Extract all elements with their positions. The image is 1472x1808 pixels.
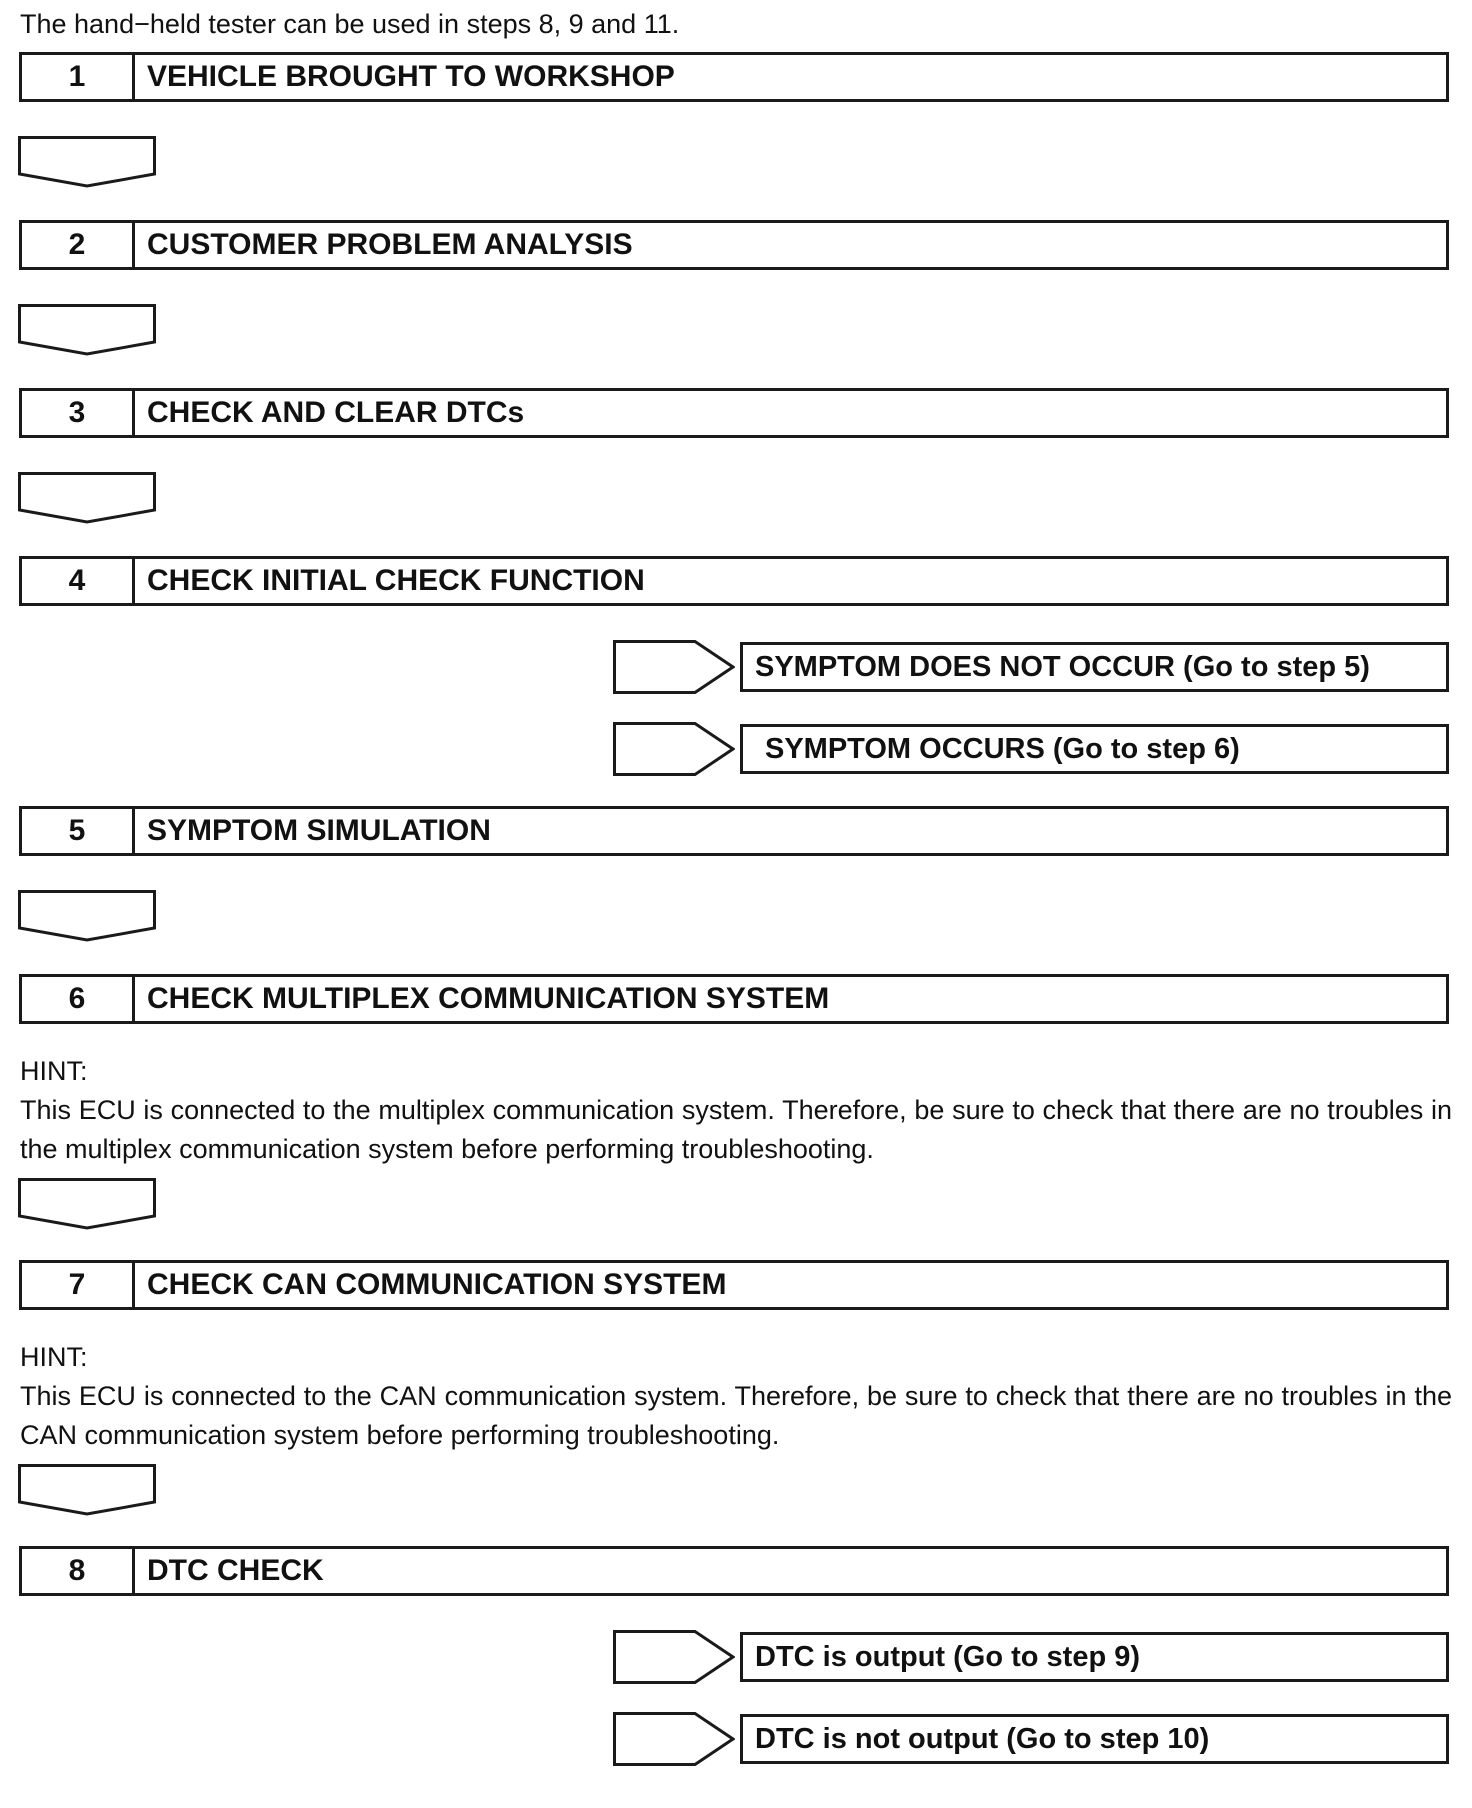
hint-label: HINT: (20, 1056, 88, 1086)
down-arrow-icon (18, 890, 156, 942)
step-title: DTC CHECK (147, 1554, 324, 1587)
step-4-box (19, 556, 1449, 606)
step-number: 3 (22, 391, 135, 435)
step-7-box (19, 1260, 1449, 1310)
result-dtc-not-output: DTC is not output (Go to step 10) (740, 1714, 1449, 1764)
down-arrow-icon (18, 1464, 156, 1516)
down-arrow-icon (18, 304, 156, 356)
step-number: 1 (22, 55, 135, 99)
step-title: CHECK AND CLEAR DTCs (147, 396, 525, 429)
hint-label: HINT: (20, 1342, 88, 1372)
step-number: 8 (22, 1549, 135, 1593)
right-arrow-icon (613, 1630, 735, 1684)
hint-text: This ECU is connected to the CAN communication system. Therefore, be sure to check that there are no troubles in the CAN communication system before performing troubleshooting. (20, 1381, 1452, 1450)
step-number: 7 (22, 1263, 135, 1307)
down-arrow-icon (18, 472, 156, 524)
step-number: 6 (22, 977, 135, 1021)
step-6-box (19, 974, 1449, 1024)
step-6-hint (20, 1052, 1452, 1169)
step-title: CUSTOMER PROBLEM ANALYSIS (147, 228, 633, 261)
step-number: 4 (22, 559, 135, 603)
step-title: CHECK MULTIPLEX COMMUNICATION SYSTEM (147, 982, 830, 1015)
intro-note: The hand−held tester can be used in steps 8, 9 and 11. (20, 9, 680, 39)
step-number: 5 (22, 809, 135, 853)
right-arrow-icon (613, 722, 735, 776)
right-arrow-icon (613, 640, 735, 694)
step-title: CHECK INITIAL CHECK FUNCTION (147, 564, 645, 597)
step-2-box (19, 220, 1449, 270)
step-title: VEHICLE BROUGHT TO WORKSHOP (147, 60, 675, 93)
step-3-box (19, 388, 1449, 438)
hint-text: This ECU is connected to the multiplex communication system. Therefore, be sure to check that there are no troubles in the multiplex communication system before performing troubleshooting. (20, 1095, 1452, 1164)
step-title: CHECK CAN COMMUNICATION SYSTEM (147, 1268, 727, 1301)
result-symptom-occurs: SYMPTOM OCCURS (Go to step 6) (740, 724, 1449, 774)
down-arrow-icon (18, 1178, 156, 1230)
step-number: 2 (22, 223, 135, 267)
result-symptom-does-not-occur: SYMPTOM DOES NOT OCCUR (Go to step 5) (740, 642, 1449, 692)
step-title: SYMPTOM SIMULATION (147, 814, 491, 847)
step-1-box (19, 52, 1449, 102)
result-dtc-output: DTC is output (Go to step 9) (740, 1632, 1449, 1682)
step-5-box (19, 806, 1449, 856)
step-7-hint (20, 1338, 1452, 1455)
down-arrow-icon (18, 136, 156, 188)
step-8-box (19, 1546, 1449, 1596)
right-arrow-icon (613, 1712, 735, 1766)
